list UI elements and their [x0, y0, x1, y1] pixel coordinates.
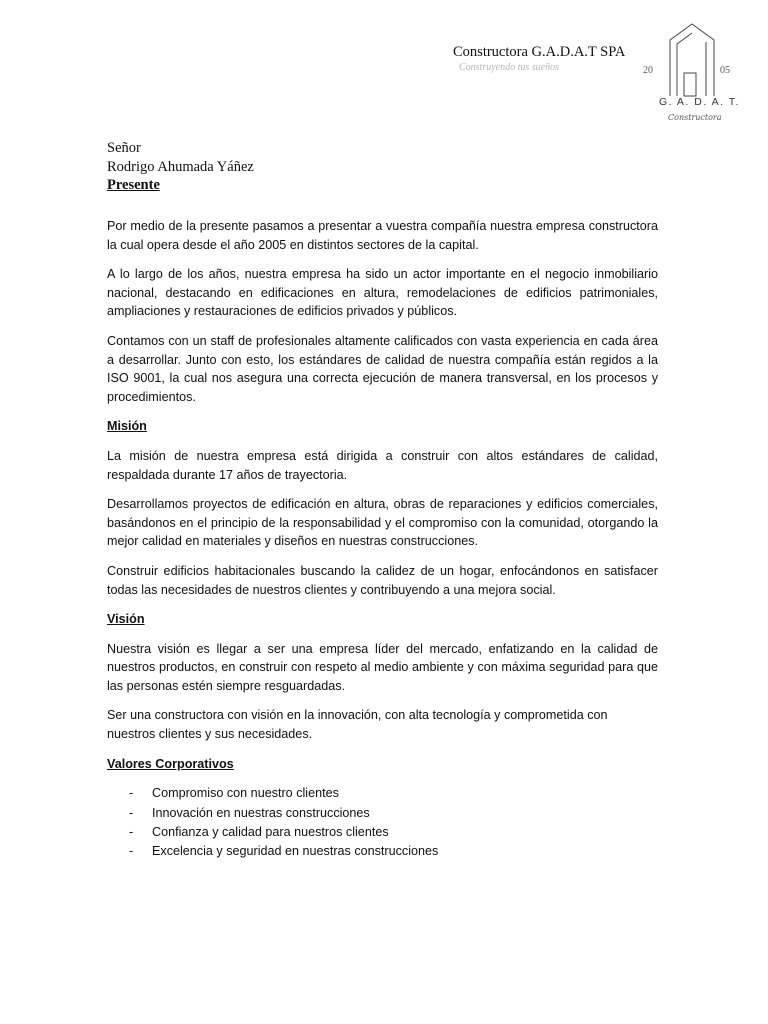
mision-paragraph: Desarrollamos proyectos de edificación en altura, obras de reparaciones y edificios comerciales, basándonos en el principio de la responsabilidad y el compromiso con la comunidad, otorgando la mejor calidad en materiales y diseños en nuestras construcciones. — [107, 497, 658, 549]
recipient-block — [107, 139, 254, 195]
logo-signature: Constructora — [668, 113, 722, 122]
recipient-name: Rodrigo Ahumada Yáñez — [107, 158, 254, 175]
valores-item-text: Excelencia y seguridad en nuestras construcciones — [152, 844, 439, 859]
logo-name: G. A. D. A. T. — [659, 96, 740, 108]
presente-label: Presente — [107, 177, 160, 193]
valores-item-text: Compromiso con nuestro clientes — [152, 786, 339, 801]
letter-body — [107, 217, 658, 861]
bullet-dash: - — [129, 824, 134, 839]
intro-paragraph: Por medio de la presente pasamos a presentar a vuestra compañía nuestra empresa constructora la cual opera desde el año 2005 en distintos sectores de la capital. — [107, 219, 658, 252]
logo-year-right: 05 — [720, 65, 730, 76]
valores-list — [107, 784, 658, 861]
intro-paragraph: Contamos con un staff de profesionales altamente calificados con vasta experiencia en cada área a desarrollar. Junto con esto, los estándares de calidad de nuestra compañía están regidos a la ISO 9001, la cual nos asegura una correcta ejecución de manera transversal, en los procesos y procedimientos. — [107, 333, 658, 404]
valores-item — [107, 784, 658, 803]
valores-item-text: Confianza y calidad para nuestros clientes — [152, 824, 389, 839]
salutation: Señor — [107, 140, 141, 156]
mision-heading: Misión — [107, 419, 147, 434]
intro-paragraph: A lo largo de los años, nuestra empresa ha sido un actor importante en el negocio inmobiliario nacional, destacando en edificaciones en altura, remodelaciones de edificios patrimoniales, ampliaciones y restauraciones de edificios privados y públicos. — [107, 267, 658, 319]
vision-heading: Visión — [107, 612, 145, 627]
valores-heading: Valores Corporativos — [107, 756, 234, 771]
mision-paragraph: Construir edificios habitacionales buscando la calidez de un hogar, enfocándonos en satisfacer todas las necesidades de nuestros clientes y contribuyendo a una mejora social. — [107, 563, 658, 597]
vision-paragraph: Nuestra visión es llegar a ser una empresa líder del mercado, enfatizando en la calidad de nuestros productos, en construir con respeto al medio ambiente y con máxima seguridad para que las personas estén siempre resguardadas. — [107, 641, 658, 693]
vision-paragraph: Ser una constructora con visión en la innovación, con alta tecnología y comprometida con nuestros clientes y sus necesidades. — [107, 708, 608, 742]
valores-item-text: Innovación en nuestras construcciones — [152, 805, 370, 820]
bullet-dash: - — [129, 844, 134, 859]
logo-year-left: 20 — [643, 65, 653, 76]
company-logo — [640, 18, 750, 130]
valores-item — [107, 842, 658, 861]
valores-item — [107, 823, 658, 842]
bullet-dash: - — [129, 786, 134, 801]
company-tagline: Construyendo tus sueños — [459, 62, 559, 73]
bullet-dash: - — [129, 805, 134, 820]
company-name: Constructora G.A.D.A.T SPA — [453, 44, 626, 60]
valores-item — [107, 804, 658, 823]
mision-paragraph: La misión de nuestra empresa está dirigida a construir con altos estándares de calidad, respaldada durante 17 años de trayectoria. — [107, 448, 658, 482]
